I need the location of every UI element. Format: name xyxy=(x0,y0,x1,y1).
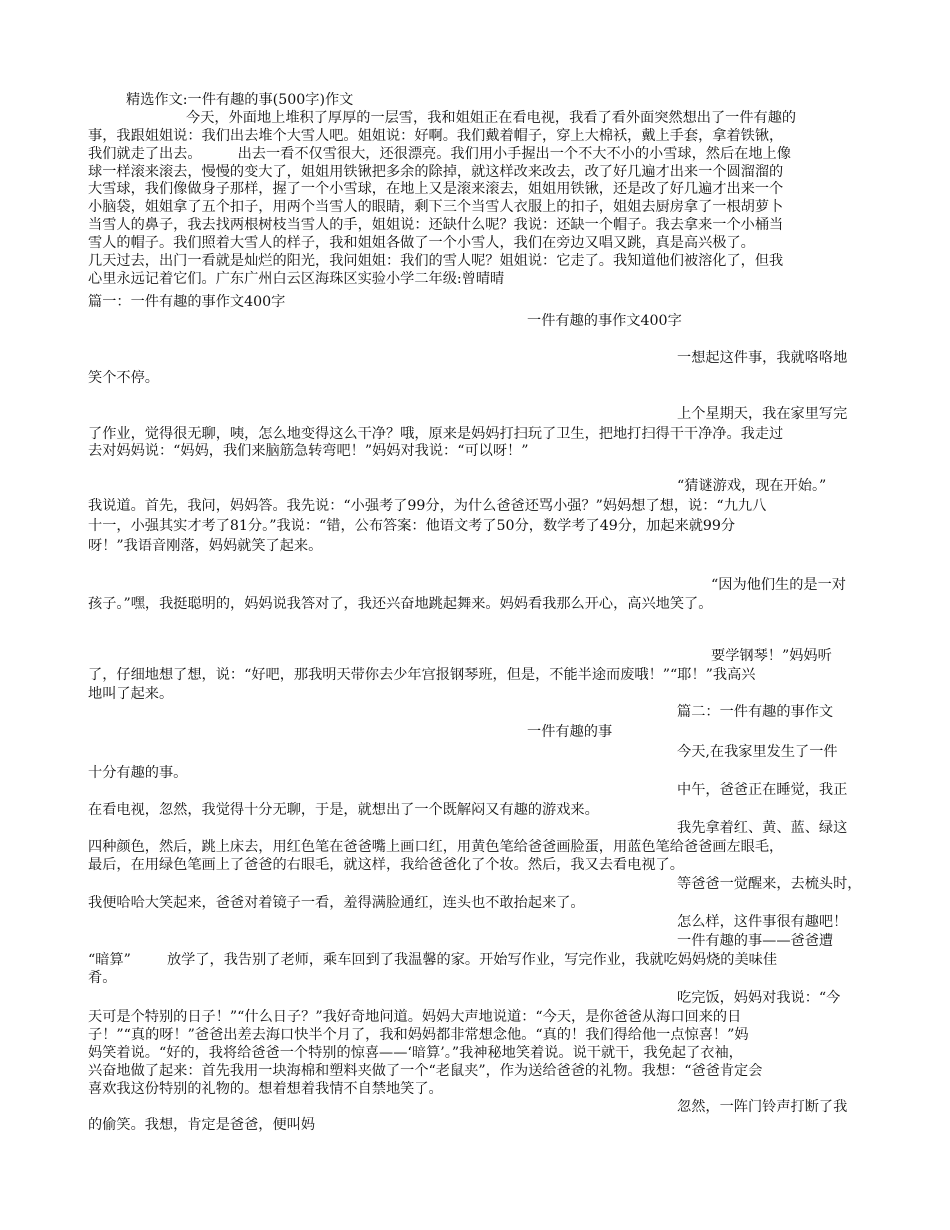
text-line: 我先拿着红、黄、蓝、绿这 xyxy=(677,820,848,836)
text-line: 喜欢我这份特别的礼物的。想着想着我情不自禁地笑了。 xyxy=(88,1081,443,1097)
text-line: 十分有趣的事。 xyxy=(88,765,188,781)
text-line: 怎么样，这件事很有趣吧！ xyxy=(677,914,848,930)
text-line: 孩子。”嘿，我挺聪明的，妈妈说我答对了，我还兴奋地跳起舞来。妈妈看我那么开心，高兴地笑了。 xyxy=(88,596,713,612)
text-line: 忽然，一阵门铃声打断了我 xyxy=(677,1099,848,1115)
text-line: 了，仔细地想了想，说：“好吧，那我明天带你去少年宫报钢琴班，但是，不能半途而废哦！”“耶！”我高兴 xyxy=(88,667,756,683)
text-line: 十一，小强其实才考了81分。”我说：“错，公布答案：他语文考了50分，数学考了49分，加起来就99分 xyxy=(88,518,736,534)
text-line: 天可是个特别的日子！”“什么日子？”我好奇地问道。妈妈大声地说道：“今天，是你爸爸从海口回来的日 xyxy=(88,1009,742,1025)
text-line: 要学钢琴！”妈妈听 xyxy=(711,648,832,664)
section-heading: 篇一：一件有趣的事作文400字 xyxy=(88,294,286,310)
text-line: “猜谜游戏，现在开始。” xyxy=(677,478,827,494)
text-line: 等爸爸一觉醒来，去梳头时， xyxy=(677,876,862,892)
essay-title: 精选作文:一件有趣的事(500字)作文 xyxy=(126,92,354,108)
text-line: 上个星期天，我在家里写完 xyxy=(677,406,848,422)
section-title: 一件有趣的事——爸爸遭 xyxy=(677,933,834,949)
text-line: 我便哈哈大笑起来，爸爸对着镜子一看，羞得满脸通红，连头也不敢抬起来了。 xyxy=(88,895,585,911)
text-line: 当雪人的鼻子，我去找两根树枝当雪人的手，姐姐说：还缺什么呢？我说：还缺一个帽子。我去拿来一个小桶当 xyxy=(88,217,784,233)
text-line: 我们就走了出去。 出去一看不仅雪很大，还很漂亮。我们用小手握出一个不大不小的小雪球，然后在地上像 xyxy=(88,146,791,162)
section-title: 一件有趣的事作文400字 xyxy=(527,313,682,329)
text-line: 大雪球，我们像做身子那样，握了一个小雪球，在地上又是滚来滚去，姐姐用铁锹，还是改了好几遍才出来一个 xyxy=(88,181,784,197)
section-title: 一件有趣的事 xyxy=(527,724,613,740)
text-line: 去对妈妈说：“妈妈，我们来脑筋急转弯吧！”妈妈对我说：“可以呀！” xyxy=(88,443,529,459)
text-line: 兴奋地做了起来：首先我用一块海棉和塑料夹做了一个“老鼠夹”，作为送给爸爸的礼物。我想：“爸爸肯定会 xyxy=(88,1063,763,1079)
text-line: 事，我跟姐姐说：我们出去堆个大雪人吧。姐姐说：好啊。我们戴着帽子，穿上大棉袄，戴上手套，拿着铁锹， xyxy=(88,128,784,144)
text-line: “暗算” 放学了，我告别了老师，乘车回到了我温馨的家。开始写作业，写完作业，我就吃妈妈烧的美味佳 xyxy=(88,952,778,968)
text-line: “因为他们生的是一对 xyxy=(711,577,846,593)
text-line: 今天，外面地上堆积了厚厚的一层雪，我和姐姐正在看电视，我看了看外面突然想出了一件有趣的 xyxy=(186,110,797,126)
text-line: 我说道。首先，我问，妈妈答。我先说：“小强考了99分，为什么爸爸还骂小强？”妈妈想了想，说：“九九八 xyxy=(88,498,767,514)
text-line: 一想起这件事，我就咯咯地 xyxy=(677,350,848,366)
text-line: 雪人的帽子。我们照着大雪人的样子，我和姐姐各做了一个小雪人，我们在旁边又唱又跳，真是高兴极了。 xyxy=(88,235,755,251)
section-heading: 篇二：一件有趣的事作文 xyxy=(677,704,834,720)
text-line: 吃完饭，妈妈对我说：“今 xyxy=(677,990,841,1006)
text-line: 的偷笑。我想，肯定是爸爸，便叫妈 xyxy=(88,1117,316,1133)
text-line: 在看电视，忽然，我觉得十分无聊，于是，就想出了一个既解闷又有趣的游戏来。 xyxy=(88,802,599,818)
text-line: 妈笑着说。“好的，我将给爸爸一个特别的惊喜——‘暗算’。”我神秘地笑着说。说干就干，我免起了衣袖， xyxy=(88,1045,743,1061)
text-line: 球一样滚来滚去，慢慢的变大了，姐姐用铁锹把多余的除掉，就这样改来改去，改了好几遍才出来一个圆溜溜的 xyxy=(88,164,784,180)
text-line: 几天过去，出门一看就是灿烂的阳光，我问姐姐：我们的雪人呢？姐姐说：它走了。我知道他们被溶化了，但我 xyxy=(88,253,784,269)
text-line: 了作业，觉得很无聊，咦，怎么地变得这么干净？哦，原来是妈妈打扫玩了卫生，把地打扫得干干净净。我走过 xyxy=(88,426,784,442)
text-line: 最后，在用绿色笔画上了爸爸的右眼毛，就这样，我给爸爸化了个妆。然后，我又去看电视了。 xyxy=(88,857,684,873)
text-line: 中午，爸爸正在睡觉，我正 xyxy=(677,782,848,798)
text-line: 呀！”我语音刚落，妈妈就笑了起来。 xyxy=(88,538,323,554)
text-line: 子！”“真的呀！”爸爸出差去海口快半个月了，我和妈妈都非常想念他。“真的！我们得给他一点惊喜！”妈 xyxy=(88,1027,749,1043)
text-line: 肴。 xyxy=(88,970,117,986)
text-line: 小脑袋，姐姐拿了五个扣子，用两个当雪人的眼睛，剩下三个当雪人衣服上的扣子，姐姐去厨房拿了一根胡萝卜 xyxy=(88,199,784,215)
text-line: 今天,在我家里发生了一件 xyxy=(677,744,838,760)
text-line: 地叫了起来。 xyxy=(88,686,174,702)
text-line: 笑个不停。 xyxy=(88,370,159,386)
text-line: 四种颜色，然后，跳上床去，用红色笔在爸爸嘴上画口红，用黄色笔给爸爸画脸蛋，用蓝色笔给爸爸画左眼毛， xyxy=(88,839,784,855)
text-line: 心里永远记着它们。广东广州白云区海珠区实验小学二年级:曾晴晴 xyxy=(88,271,505,287)
